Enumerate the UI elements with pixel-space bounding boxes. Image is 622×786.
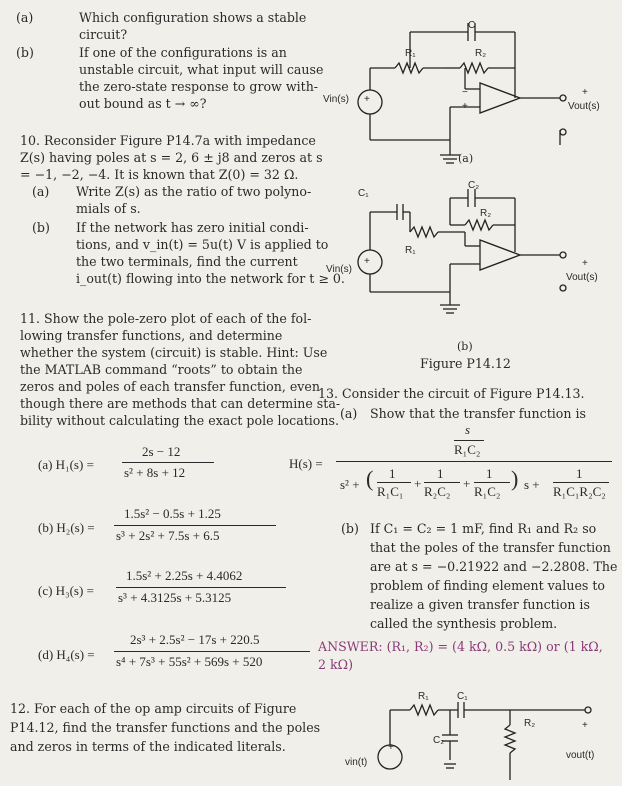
item-b-line3: the zero-state response to grow with-	[79, 79, 319, 94]
p11-line3: whether the system (circuit) is stable. Hint: Use	[20, 345, 328, 360]
h3-fraction-bar	[116, 587, 286, 588]
p13-f3: R₁C₂	[474, 484, 501, 499]
p13-plus-1: +	[414, 476, 422, 491]
p11-line5: zeros and poles of each transfer function, even	[20, 379, 320, 394]
fig13-c1-label: C₁	[457, 691, 468, 702]
fig-a-opamp-plus: +	[462, 101, 468, 112]
item-b-line4: out bound as t → ∞?	[79, 96, 207, 111]
h1-fraction-bar	[122, 462, 214, 463]
p10-b-line4: i_out(t) flowing into the network for t ≥ 0.	[76, 271, 345, 286]
p13-h-lhs: H(s) =	[289, 456, 323, 471]
p10-a-line1: Write Z(s) as the ratio of two polyno-	[76, 184, 312, 199]
p13-a-tag: (a)	[340, 406, 358, 421]
fig-b-vout-label: Vout(s)	[566, 272, 598, 283]
p13-b-tag: (b)	[341, 521, 359, 536]
item-a-line2: circuit?	[79, 27, 128, 42]
h4-numerator: 2s³ + 2.5s² − 17s + 220.5	[130, 632, 260, 647]
fig-a-r1-label: R₁	[405, 48, 416, 59]
p13-line1: 13. Consider the circuit of Figure P14.13.	[318, 386, 585, 401]
h3-numerator: 1.5s² + 2.25s + 4.4062	[126, 568, 243, 583]
p12-line2: P14.12, find the transfer functions and the poles	[10, 720, 321, 735]
p13-b-line2: that the poles of the transfer function	[370, 540, 611, 555]
fig-a-vout-label: Vout(s)	[568, 101, 600, 112]
fig-b-vin-label: Vin(s)	[326, 264, 352, 275]
h4-fraction-bar	[114, 651, 310, 652]
p13-h-num-den: R₁C₂	[454, 442, 481, 457]
fig13-c2-label: C₂	[433, 735, 445, 746]
h1-numerator: 2s − 12	[142, 444, 181, 459]
fig-a-caption: (a)	[458, 152, 474, 165]
p13-s-plus: s +	[524, 477, 540, 492]
p13-b-line3: are at s = −0.21922 and −2.2808. The	[370, 559, 618, 574]
figure-caption: Figure P14.12	[420, 356, 511, 371]
fig-a-out-plus: +	[582, 87, 588, 98]
h1-lhs: (a) H₁(s) =	[38, 457, 94, 472]
p12-line1: 12. For each of the op amp circuits of Figure	[10, 701, 297, 716]
p13-b-line6: called the synthesis problem.	[370, 616, 558, 631]
p10-b-tag: (b)	[32, 220, 50, 235]
fig-b-c2-label: C₂	[468, 180, 480, 191]
p13-h-num-bar	[454, 440, 484, 441]
fig-b-source-plus: +	[364, 256, 370, 267]
p13-one-2: 1	[437, 466, 444, 481]
fig13-vin-label: vin(t)	[345, 757, 368, 768]
p13-one-1: 1	[389, 466, 396, 481]
fig-b-c1-label: C₁	[358, 188, 369, 199]
p13-paren-left: (	[366, 466, 374, 491]
p13-one-3: 1	[486, 466, 493, 481]
fig13-source-plus: +	[388, 742, 394, 753]
item-b-line2: unstable circuit, what input will cause	[79, 62, 324, 77]
fig13-vout-label: vout(t)	[566, 750, 595, 761]
p13-a-line1: Show that the transfer function is	[370, 406, 586, 421]
fig-a-vin-label: Vin(s)	[323, 94, 349, 105]
p13-f2-bar	[424, 482, 460, 483]
p11-line4: the MATLAB command “roots” to obtain the	[20, 362, 303, 377]
h4-denominator: s⁴ + 7s³ + 55s² + 569s + 520	[116, 654, 263, 669]
p13-answer-line1: ANSWER: (R₁, R₂) = (4 kΩ, 0.5 kΩ) or (1 kΩ,	[318, 639, 603, 654]
p13-f3-bar	[474, 482, 510, 483]
p10-line2: Z(s) having poles at s = 2, 6 ± j8 and zeros at s	[20, 150, 323, 165]
p13-answer-line2: 2 kΩ)	[318, 657, 354, 672]
fig-b-caption: (b)	[457, 340, 473, 353]
h1-denominator: s² + 8s + 12	[124, 465, 186, 480]
h4-lhs: (d) H₄(s) =	[38, 647, 95, 662]
fig13-r2-label: R₂	[524, 718, 536, 729]
p11-line2: lowing transfer functions, and determine	[20, 328, 283, 343]
p13-h-main-bar	[336, 461, 612, 462]
item-a-tag: (a)	[16, 10, 34, 25]
fig-b-r1-label: R₁	[405, 245, 416, 256]
p13-last-bar	[553, 482, 609, 483]
p13-s2: s² +	[340, 477, 360, 492]
fig-a-source-plus: +	[364, 94, 370, 105]
item-b-line1: If one of the configurations is an	[79, 45, 287, 60]
p11-line1: 11. Show the pole-zero plot of each of the fol-	[20, 311, 312, 326]
p10-b-line2: tions, and v_in(t) = 5u(t) V is applied to	[76, 237, 329, 252]
p10-b-line3: the two terminals, find the current	[76, 254, 298, 269]
p13-f1-bar	[377, 482, 411, 483]
p10-b-line1: If the network has zero initial condi-	[76, 220, 309, 235]
item-a-line1: Which configuration shows a stable	[79, 10, 307, 25]
item-b-tag: (b)	[16, 45, 34, 60]
p13-b-line4: problem of finding element values to	[370, 578, 606, 593]
p11-line7: bility without calculating the exact pole locations.	[20, 413, 339, 428]
p13-paren-right: )	[511, 466, 519, 491]
h3-lhs: (c) H₃(s) =	[38, 583, 94, 598]
h2-fraction-bar	[114, 525, 276, 526]
p13-f2: R₂C₂	[424, 484, 451, 499]
p13-b-line1: If C₁ = C₂ = 1 mF, find R₁ and R₂ so	[370, 521, 597, 536]
p11-line6: though there are methods that can determine sta-	[20, 396, 341, 411]
p10-line3: = −1, −2, −4. It is known that Z(0) = 32 Ω.	[20, 167, 299, 182]
fig-b-out-plus: +	[582, 258, 588, 269]
fig-a-c-label: C	[468, 20, 476, 31]
circuit-figure-p14-13	[340, 680, 620, 786]
p13-one-4: 1	[576, 466, 583, 481]
p10-a-tag: (a)	[32, 184, 50, 199]
fig-a-opamp-minus: −	[462, 87, 468, 98]
fig13-out-plus: +	[582, 720, 588, 731]
p13-plus-2: +	[463, 476, 471, 491]
fig13-r1-label: R₁	[418, 691, 429, 702]
p12-line3: and zeros in terms of the indicated literals.	[10, 739, 286, 754]
p10-a-line2: mials of s.	[76, 201, 141, 216]
p13-last-den: R₁C₁R₂C₂	[553, 484, 606, 499]
p13-b-line5: realize a given transfer function is	[370, 597, 590, 612]
fig-b-r2-label: R₂	[480, 208, 492, 219]
p13-f1: R₁C₁	[377, 484, 404, 499]
p10-line1: 10. Reconsider Figure P14.7a with impedance	[20, 133, 316, 148]
p13-h-num-s: s	[465, 422, 471, 437]
h2-lhs: (b) H₂(s) =	[38, 520, 95, 535]
h3-denominator: s³ + 4.3125s + 5.3125	[118, 590, 232, 605]
fig-a-r2-label: R₂	[475, 48, 487, 59]
h2-numerator: 1.5s² − 0.5s + 1.25	[124, 506, 221, 521]
circuit-figure-b	[315, 180, 615, 330]
h2-denominator: s³ + 2s² + 7.5s + 6.5	[116, 528, 220, 543]
